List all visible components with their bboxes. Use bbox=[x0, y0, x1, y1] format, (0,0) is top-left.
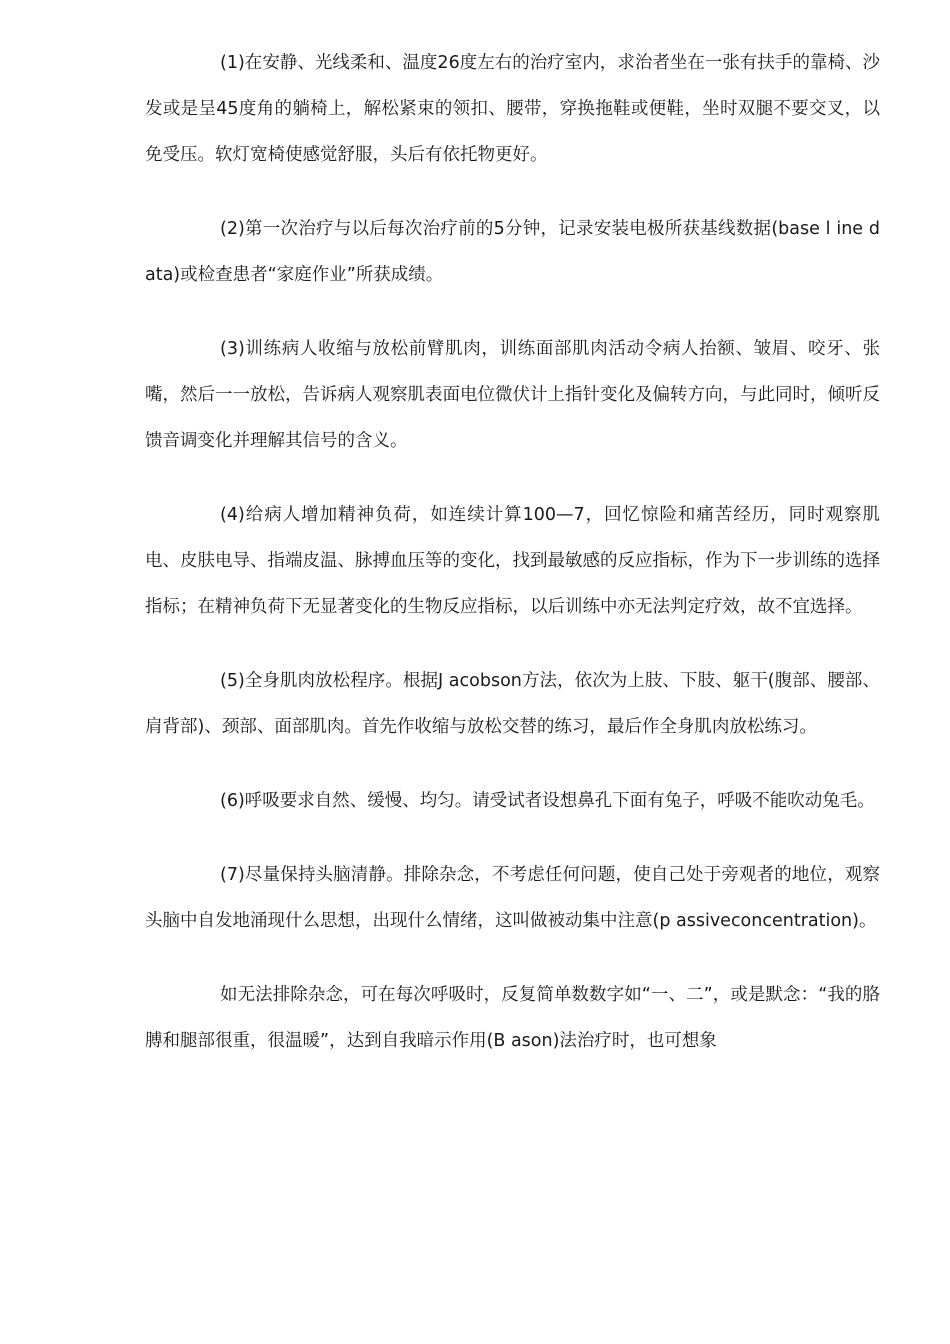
paragraph-step-3: (3)训练病人收缩与放松前臂肌肉，训练面部肌肉活动令病人抬额、皱眉、咬牙、张嘴，然后一一放松，告诉病人观察肌表面电位微伏计上指针变化及偏转方向，与此同时，倾听反馈音调变化并理解其信号的含义。 bbox=[145, 339, 880, 451]
paragraph-continuation: 如无法排除杂念，可在每次呼吸时，反复简单数数字如“一、二”，或是默念：“我的胳膊和腿部很重，很温暖”，达到自我暗示作用(B ason)法治疗时，也可想象 bbox=[145, 985, 880, 1051]
document-body bbox=[145, 40, 880, 1092]
paragraph-step-1: (1)在安静、光线柔和、温度26度左右的治疗室内，求治者坐在一张有扶手的靠椅、沙发或是呈45度角的躺椅上，解松紧束的领扣、腰带，穿换拖鞋或便鞋，坐时双腿不要交叉，以免受压。软灯宽椅使感觉舒服，头后有依托物更好。 bbox=[145, 53, 880, 165]
paragraph-step-6: (6)呼吸要求自然、缓慢、均匀。请受试者设想鼻孔下面有兔子，呼吸不能吹动兔毛。 bbox=[220, 791, 875, 811]
paragraph-step-4: (4)给病人增加精神负荷，如连续计算100—7，回忆惊险和痛苦经历，同时观察肌电、皮肤电导、指端皮温、脉搏血压等的变化，找到最敏感的反应指标，作为下一步训练的选择指标；在精神负荷下无显著变化的生物反应指标，以后训练中亦无法判定疗效，故不宜选择。 bbox=[145, 505, 880, 617]
paragraph-step-7: (7)尽量保持头脑清静。排除杂念，不考虑任何问题，使自己处于旁观者的地位，观察头脑中自发地涌现什么思想，出现什么情绪，这叫做被动集中注意(p assiveconcentration)。 bbox=[145, 865, 880, 931]
paragraph-step-2: (2)第一次治疗与以后每次治疗前的5分钟，记录安装电极所获基线数据(base l ine d ata)或检查患者“家庭作业”所获成绩。 bbox=[145, 219, 880, 285]
paragraph-step-5: (5)全身肌肉放松程序。根据J acobson方法，依次为上肢、下肢、躯干(腹部、腰部、肩背部)、颈部、面部肌肉。首先作收缩与放松交替的练习，最后作全身肌肉放松练习。 bbox=[145, 671, 880, 737]
